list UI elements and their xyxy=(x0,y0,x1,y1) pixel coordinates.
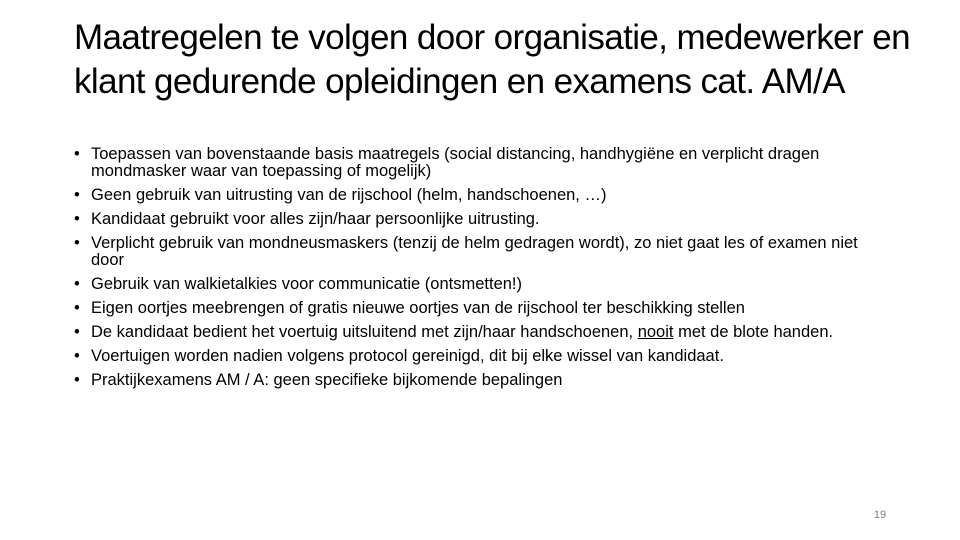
underlined-word: nooit xyxy=(637,323,674,341)
page-number: 19 xyxy=(873,509,887,521)
bullet-item: • Voertuigen worden nadien volgens protocol gereinigd, dit bij elke wissel van kandidaat. xyxy=(74,348,894,365)
bullet-item: • Verplicht gebruik van mondneusmaskers (tenzij de helm gedragen wordt), zo niet gaat les of examen niet door xyxy=(74,235,894,269)
bullet-list xyxy=(74,146,894,396)
slide-title: Maatregelen te volgen door organisatie, medewerker en klant gedurende opleidingen en examens cat. AM/A xyxy=(74,18,910,101)
bullet-item: • Eigen oortjes meebrengen of gratis nieuwe oortjes van de rijschool ter beschikking stellen xyxy=(74,300,894,317)
bullet-item: • Toepassen van bovenstaande basis maatregels (social distancing, handhygiëne en verplicht dragen mondmasker waar van toepassing of mogelijk) xyxy=(74,146,894,180)
bullet-item: • Kandidaat gebruikt voor alles zijn/haar persoonlijke uitrusting. xyxy=(74,211,894,228)
bullet-item: • Praktijkexamens AM / A: geen specifieke bijkomende bepalingen xyxy=(74,372,894,389)
bullet-item: • Geen gebruik van uitrusting van de rijschool (helm, handschoenen, …) xyxy=(74,187,894,204)
bullet-text: De kandidaat bedient het voertuig uitsluitend met zijn/haar handschoenen, xyxy=(91,323,638,341)
bullet-text: met de blote handen. xyxy=(673,323,834,341)
bullet-item: • Gebruik van walkietalkies voor communicatie (ontsmetten!) xyxy=(74,276,894,293)
bullet-item xyxy=(74,324,894,341)
